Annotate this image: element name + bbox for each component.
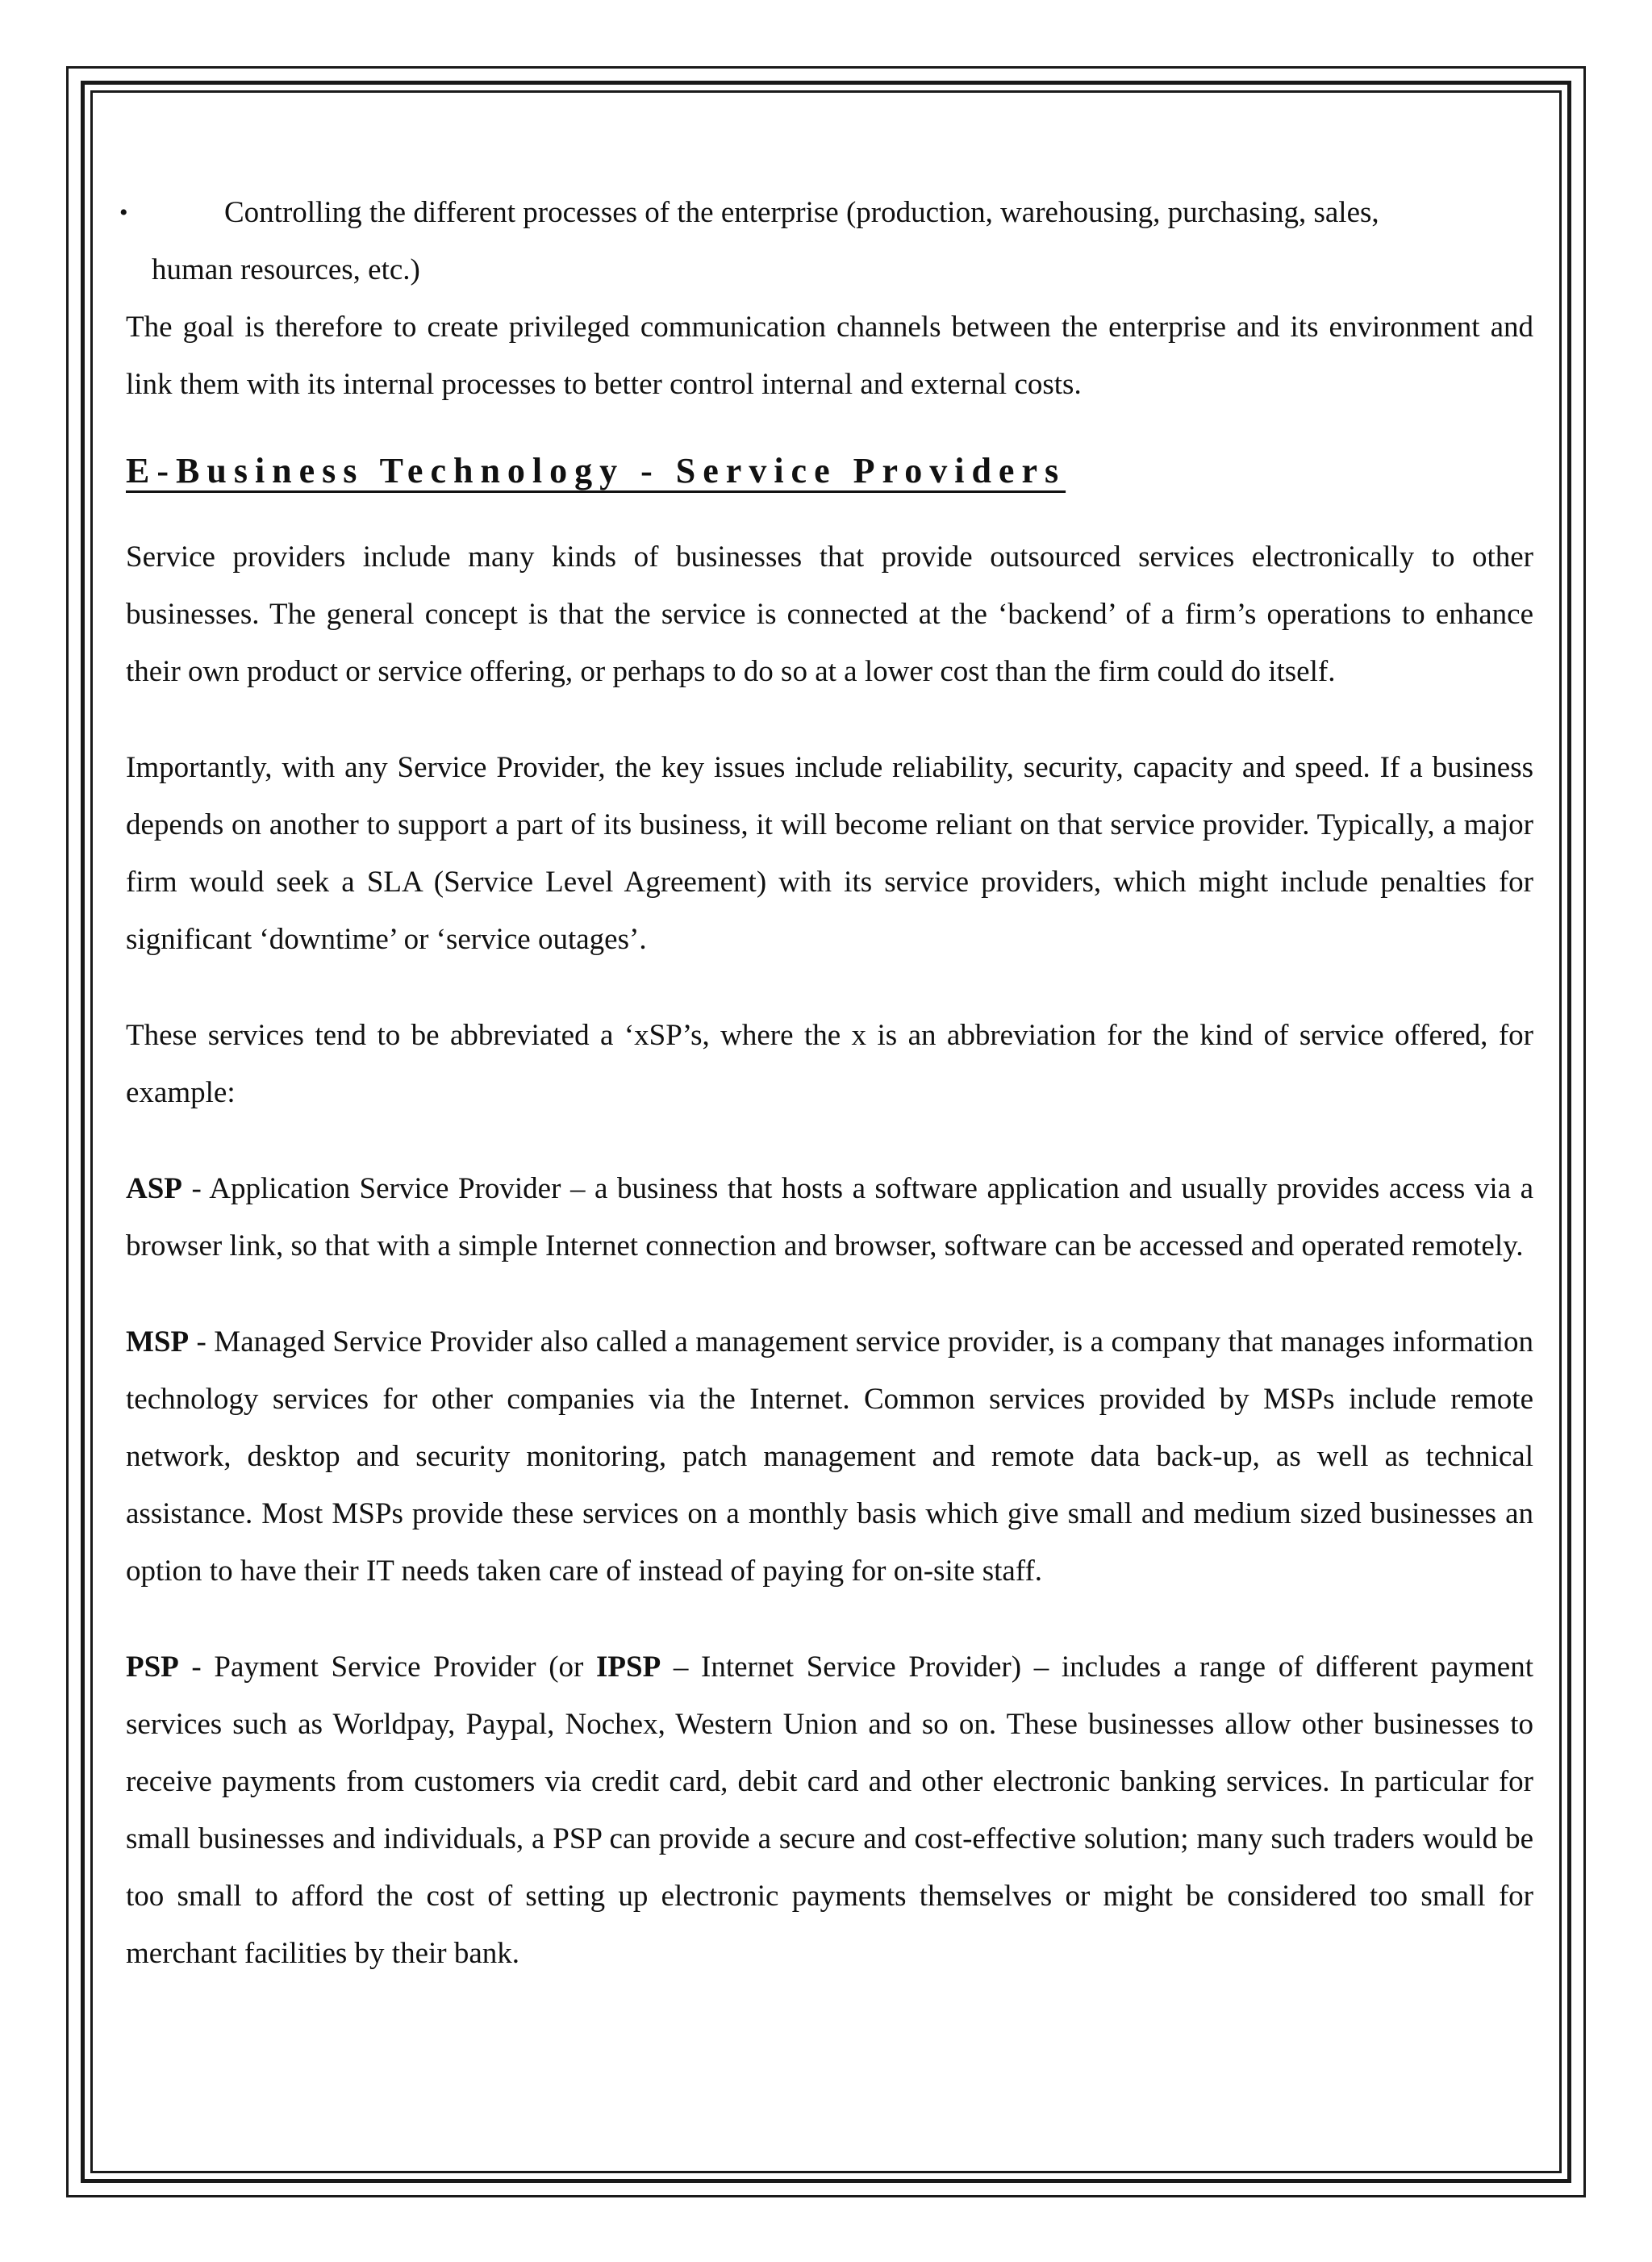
paragraph-xsp: These services tend to be abbreviated a ‘xSP’s, where the x is an abbreviation for the kind of service offered, for example: [126, 1019, 1533, 1109]
paragraph-msp [126, 1313, 1533, 1600]
bullet-text-line2: human resources, etc.) [152, 253, 420, 286]
bullet-item [119, 184, 1533, 298]
bullet-text-line1: Controlling the different processes of the enterprise (production, warehousing, purchasing, sales, [224, 196, 1379, 229]
document-body [119, 184, 1533, 1982]
msp-text: - Managed Service Provider also called a management service provider, is a company that manages information technology services for other companies via the Internet. Common services provided by MSPs include remote network, desktop and security monitoring, patch management and remote data back-up, as well as technical assistance. Most MSPs provide these services on a monthly basis which give small and medium sized businesses an option to have their IT needs taken care of instead of paying for on-site staff. [126, 1325, 1533, 1588]
asp-term: ASP [126, 1172, 182, 1205]
intro-paragraph: The goal is therefore to create privileged communication channels between the enterprise and its environment and link them with its internal processes to better control internal and external costs. [126, 311, 1533, 401]
paragraph-service-providers: Service providers include many kinds of businesses that provide outsourced services electronically to other businesses. The general concept is that the service is connected at the ‘backend’ of a firm’s operations to enhance their own product or service offering, or perhaps to do so at a lower cost than the firm could do itself. [126, 540, 1533, 688]
psp-term: PSP [126, 1651, 179, 1684]
paragraph-asp [126, 1160, 1533, 1275]
psp-text-a: - Payment Service Provider (or [178, 1651, 597, 1684]
msp-term: MSP [126, 1325, 190, 1358]
ipsp-term: IPSP [596, 1651, 661, 1684]
psp-text-b: – Internet Service Provider) – includes a range of different payment services such as Worldpay, Paypal, Nochex, Western Union and so on. These businesses allow other businesses to receive payments from customers via credit card, debit card and other electronic banking services. In particular for small businesses and individuals, a PSP can provide a secure and cost-effective solution; many such traders would be too small to afford the cost of setting up electronic payments themselves or might be considered too small for merchant facilities by their bank. [126, 1651, 1533, 1970]
paragraph-key-issues: Importantly, with any Service Provider, the key issues include reliability, security, capacity and speed. If a business depends on another to support a part of its business, it will become reliant on that service provider. Typically, a major firm would seek a SLA (Service Level Agreement) with its service providers, which might include penalties for significant ‘downtime’ or ‘service outages’. [126, 751, 1533, 956]
section-heading: E-Business Technology - Service Providers [126, 451, 1066, 490]
paragraph-psp [126, 1638, 1533, 1982]
asp-text: - Application Service Provider – a business that hosts a software application and usually provides access via a browser link, so that with a simple Internet connection and browser, software can be accessed and operated remotely. [126, 1172, 1533, 1262]
bullet-icon: • [119, 199, 128, 226]
